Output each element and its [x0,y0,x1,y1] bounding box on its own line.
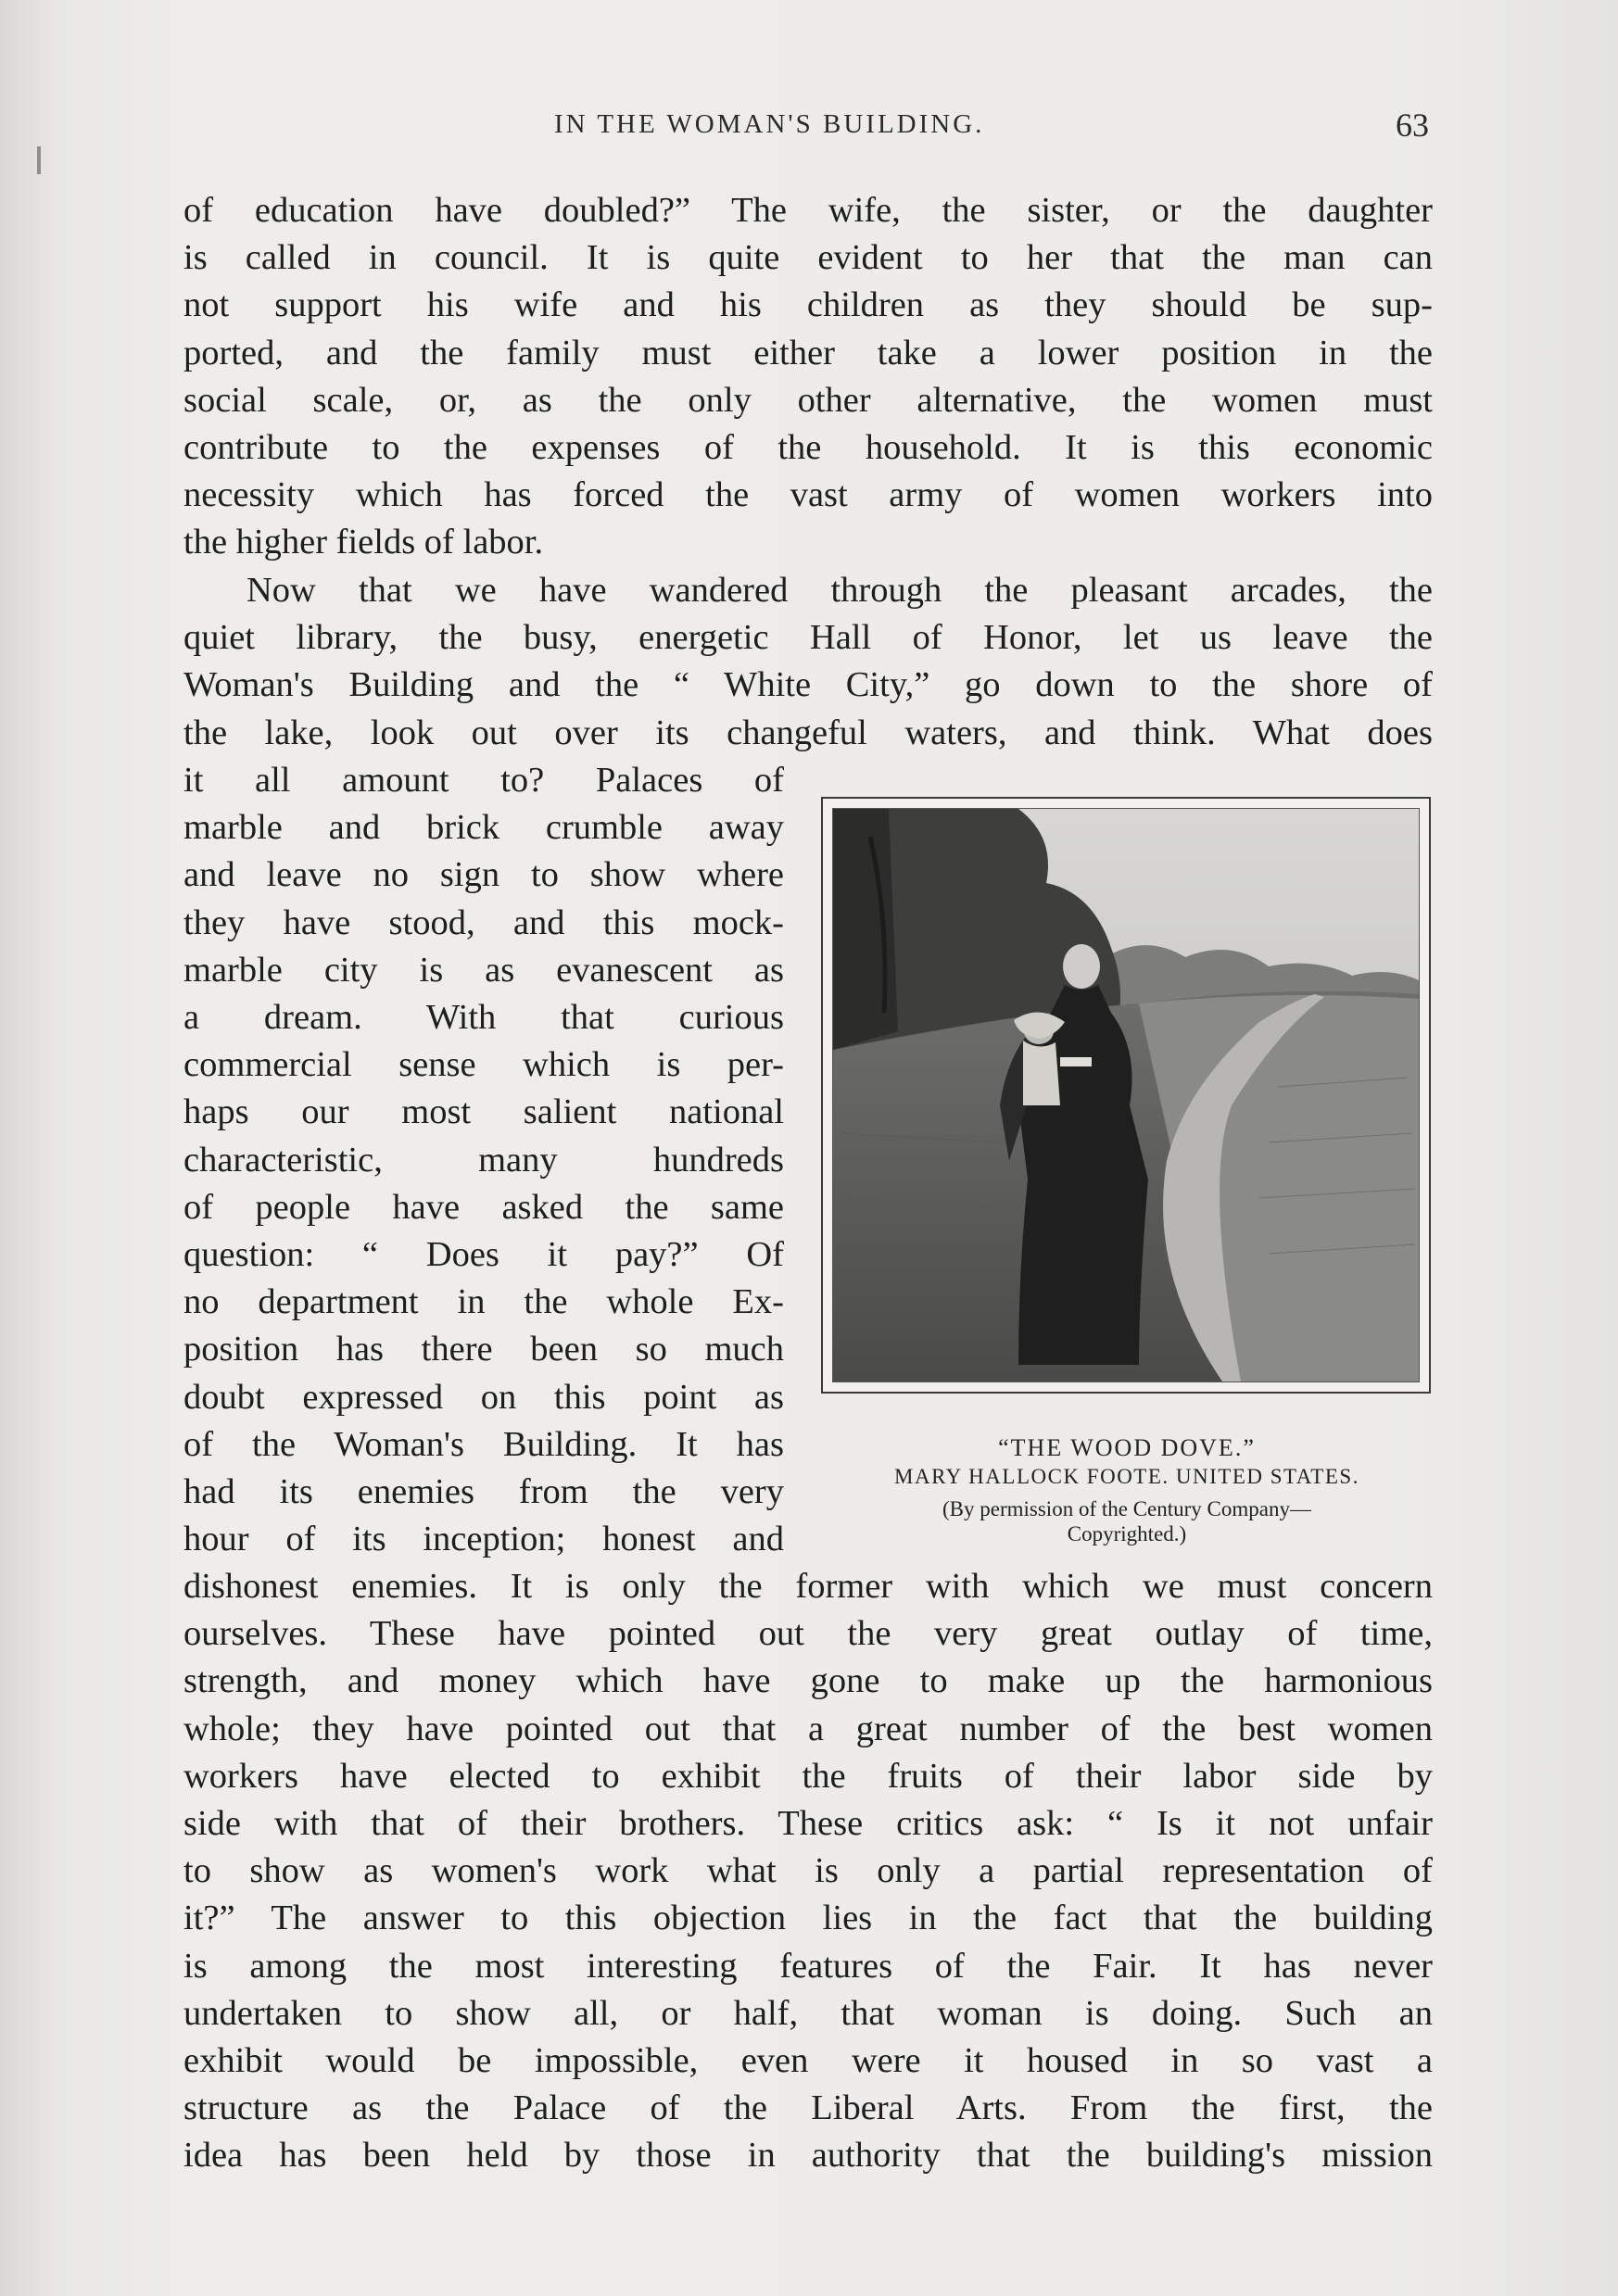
text-line: to show as women's work what is only a partial representation of [183,1851,1433,1891]
text-line: question: “ Does it pay?” Of [183,1235,784,1275]
text-line: commercial sense which is per- [183,1045,784,1085]
figure-permission-line-2: Copyrighted.) [1067,1522,1187,1545]
text-line: strength, and money which have gone to make up the harmonious [183,1661,1433,1701]
text-line: no department in the whole Ex- [183,1282,784,1322]
text-line: Now that we have wandered through the pleasant arcades, the [246,571,1433,610]
text-line: of the Woman's Building. It has [183,1424,784,1464]
running-title: IN THE WOMAN'S BUILDING. [554,109,985,139]
text-line: it all amount to? Palaces of [183,761,784,800]
text-line: contribute to the expenses of the household. It is this economic [183,428,1433,468]
figure-permission-line-1: (By permission of the Century Company— [942,1497,1311,1520]
text-line: marble and brick crumble away [183,808,784,848]
text-line: idea has been held by those in authority that the building's mission [183,2136,1433,2176]
text-line: had its enemies from the very [183,1472,784,1512]
text-line: the lake, look out over its changeful waters, and think. What does [183,713,1433,752]
text-line: necessity which has forced the vast army of women workers into [183,475,1433,515]
wood-dove-illustration [821,797,1431,1394]
page-number: 63 [1396,107,1429,144]
text-line: it?” The answer to this objection lies in the fact that the building [183,1899,1433,1938]
text-line: characteristic, many hundreds [183,1140,784,1180]
text-line: is among the most interesting features of the Fair. It has never [183,1946,1433,1986]
figure-artist: MARY HALLOCK FOOTE. UNITED STATES. [894,1465,1359,1488]
text-line: marble city is as evanescent as [183,950,784,990]
text-line: the higher fields of labor. [183,523,544,562]
paragraph-continued-bottom [183,1563,1433,2180]
text-line: of people have asked the same [183,1187,784,1227]
text-line: whole; they have pointed out that a great number of the best women [183,1709,1433,1748]
text-line: they have stood, and this mock- [183,902,784,942]
text-line: quiet library, the busy, energetic Hall of Honor, let us leave the [183,618,1433,658]
paragraph-continued [183,187,1433,567]
text-line: Woman's Building and the “ White City,” go down to the shore of [183,665,1433,705]
text-line: of education have doubled?” The wife, the sister, or the daughter [183,191,1433,230]
text-line: side with that of their brothers. These critics ask: “ Is it not unfair [183,1804,1433,1844]
text-line: undertaken to show all, or half, that woman is doing. Such an [183,1993,1433,2033]
text-line: workers have elected to exhibit the fruits of their labor side by [183,1756,1433,1796]
paragraph-wrapped-beside-figure [183,757,784,1563]
text-line: social scale, or, as the only other alternative, the women must [183,380,1433,420]
paragraph-wandered [183,567,1433,757]
figure-permission [803,1496,1451,1546]
text-line: a dream. With that curious [183,998,784,1038]
figure-title: “THE WOOD DOVE.” [998,1434,1256,1461]
text-line: dishonest enemies. It is only the former with which we must concern [183,1567,1433,1606]
text-line: position has there been so much [183,1330,784,1369]
text-line: is called in council. It is quite evident to her that the man can [183,238,1433,278]
text-line: ported, and the family must either take a lower position in the [183,333,1433,372]
text-line: exhibit would be impossible, even were it housed in so vast a [183,2041,1433,2081]
text-line: not support his wife and his children as they should be sup- [183,285,1433,325]
text-line: hour of its inception; honest and [183,1520,784,1559]
text-line: haps our most salient national [183,1092,784,1132]
text-line: ourselves. These have pointed out the very great outlay of time, [183,1614,1433,1654]
text-line: and leave no sign to show where [183,855,784,895]
text-line: structure as the Palace of the Liberal Arts. From the first, the [183,2088,1433,2128]
text-line: doubt expressed on this point as [183,1377,784,1417]
illustration-engraving [833,809,1419,1381]
margin-mark [37,146,41,174]
